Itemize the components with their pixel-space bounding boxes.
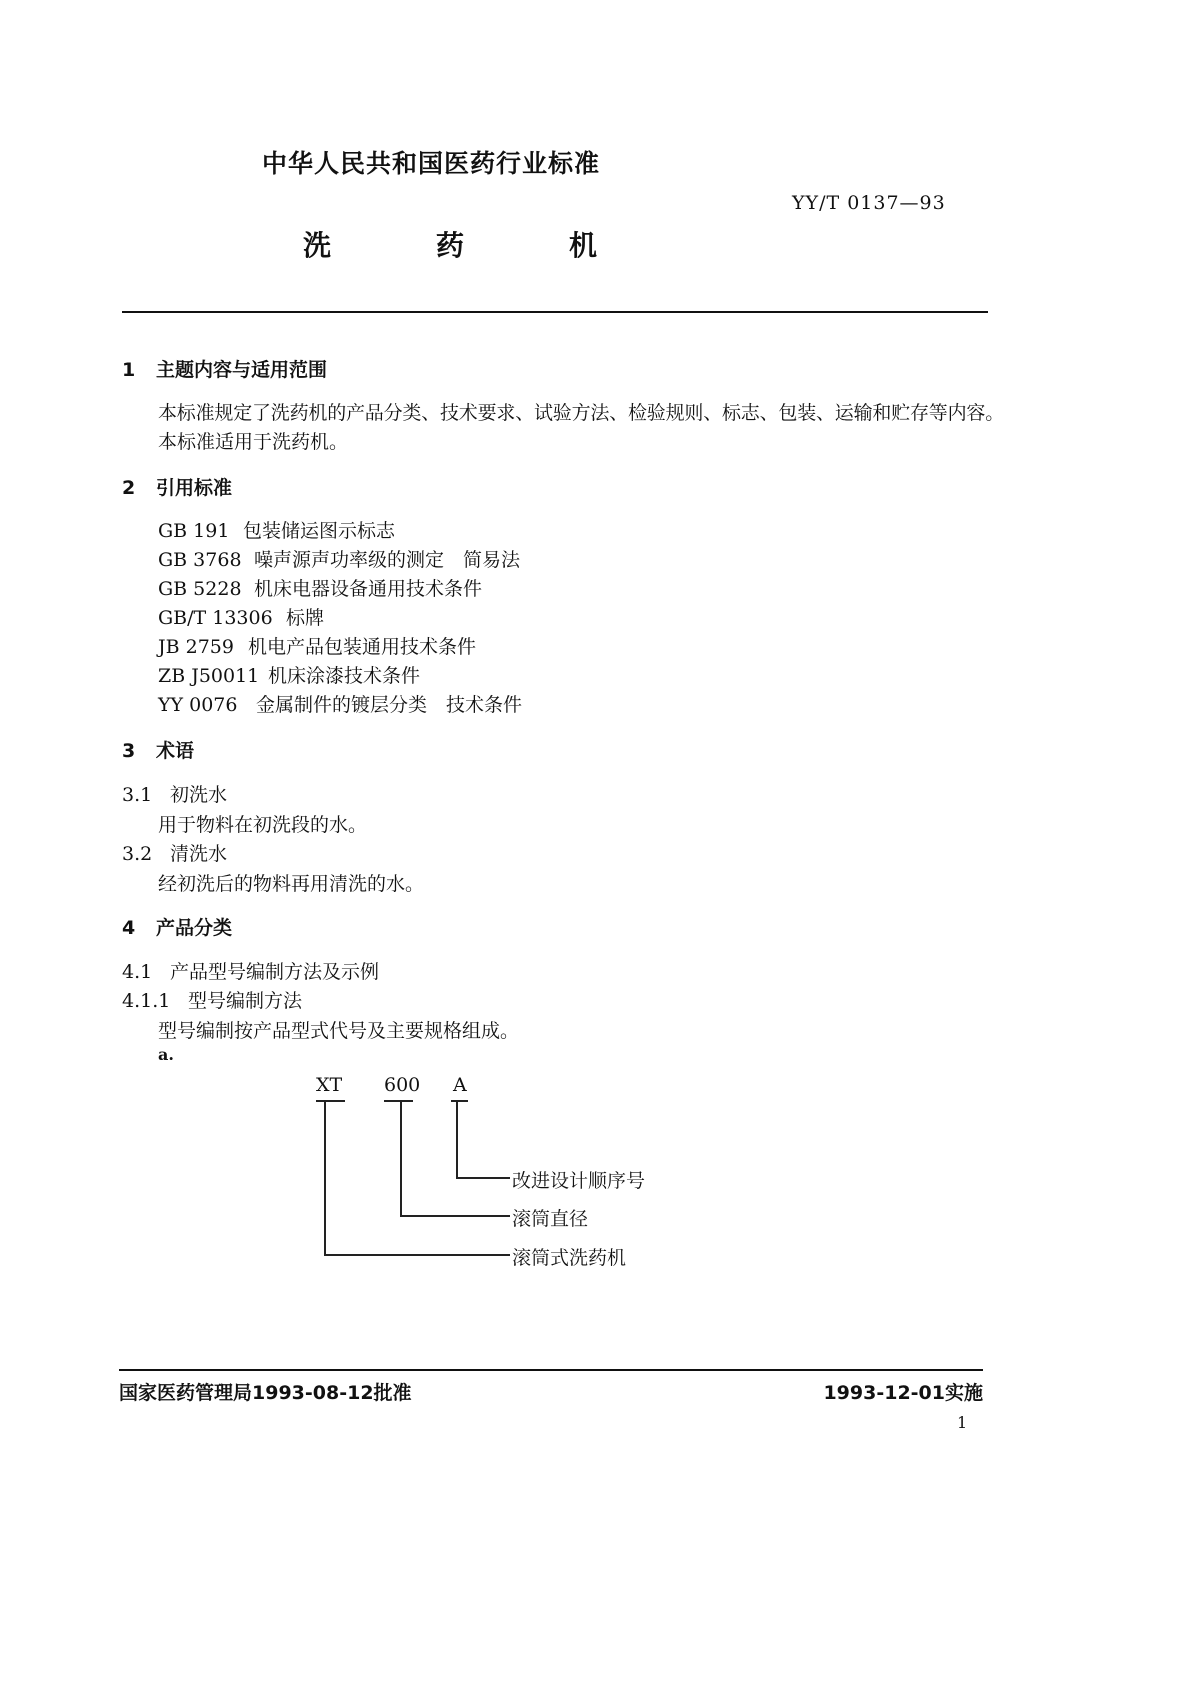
ref-code: GB 3768 — [158, 549, 242, 571]
code-a: A — [453, 1074, 467, 1096]
approval-line: 国家医药管理局1993-08-12批准 — [119, 1382, 412, 1404]
doc-title-char-1: 洗 — [303, 229, 332, 262]
term-3-2-definition: 经初洗后的物料再用清洗的水。 — [158, 873, 425, 895]
section-4-heading — [122, 913, 232, 940]
term-name: 清洗水 — [170, 843, 228, 865]
term-number: 3.1 — [122, 784, 153, 806]
ref-name: 机电产品包装通用技术条件 — [248, 636, 477, 658]
ref-item — [158, 632, 476, 659]
doc-title-char-2: 药 — [436, 229, 465, 262]
item-label-a: a. — [158, 1045, 174, 1064]
subsection-4-1-1-text: 型号编制按产品型式代号及主要规格组成。 — [158, 1020, 520, 1042]
subsection-title: 产品型号编制方法及示例 — [170, 961, 380, 983]
ref-item — [158, 661, 420, 688]
label-design-sequence: 改进设计顺序号 — [512, 1170, 646, 1192]
ref-code: ZB J50011 — [158, 665, 260, 687]
ref-code: JB 2759 — [158, 636, 234, 658]
ref-code: GB 191 — [158, 520, 230, 542]
connector-a-horizontal — [456, 1177, 510, 1179]
ref-item — [158, 516, 395, 543]
ref-item — [158, 545, 520, 572]
ref-code: GB/T 13306 — [158, 607, 273, 629]
header-rule — [122, 311, 988, 313]
ref-item — [158, 574, 482, 601]
ref-name: 机床电器设备通用技术条件 — [254, 578, 483, 600]
label-drum-washer: 滚筒式洗药机 — [512, 1247, 627, 1269]
code-a-underline — [451, 1100, 468, 1102]
ref-item — [158, 690, 522, 717]
code-xt: XT — [316, 1074, 343, 1096]
ref-name: 金属制件的镀层分类 技术条件 — [256, 694, 523, 716]
standard-number: YY/T 0137—93 — [792, 192, 946, 214]
section-1-paragraph-2: 本标准适用于洗药机。 — [158, 431, 349, 453]
connector-600-vertical — [400, 1100, 402, 1216]
ref-code: GB 5228 — [158, 578, 242, 600]
section-4-number: 4 — [122, 917, 136, 939]
ref-code: YY 0076 — [158, 694, 238, 716]
effective-date: 1993-12-01实施 — [823, 1382, 983, 1404]
section-2-number: 2 — [122, 477, 136, 499]
doc-title-char-3: 机 — [569, 229, 598, 262]
term-3-1-definition: 用于物料在初洗段的水。 — [158, 814, 368, 836]
page-number: 1 — [957, 1413, 968, 1432]
subsection-number: 4.1.1 — [122, 990, 171, 1012]
ref-name: 机床涂漆技术条件 — [268, 665, 421, 687]
section-2-title: 引用标准 — [156, 477, 233, 499]
subsection-number: 4.1 — [122, 961, 153, 983]
term-3-2-heading — [122, 839, 227, 866]
section-1-title: 主题内容与适用范围 — [156, 359, 328, 381]
connector-xt-horizontal — [324, 1254, 510, 1256]
term-name: 初洗水 — [170, 784, 228, 806]
subsection-4-1-1-heading — [122, 986, 302, 1013]
term-number: 3.2 — [122, 843, 153, 865]
section-2-heading — [122, 473, 232, 500]
org-title: 中华人民共和国医药行业标准 — [262, 149, 601, 178]
footer-rule — [119, 1369, 983, 1371]
section-4-title: 产品分类 — [156, 917, 233, 939]
section-3-title: 术语 — [156, 740, 195, 762]
term-3-1-heading — [122, 780, 227, 807]
code-600: 600 — [384, 1074, 421, 1096]
code-xt-underline — [316, 1100, 345, 1102]
section-1-number: 1 — [122, 359, 136, 381]
subsection-4-1-heading — [122, 957, 379, 984]
section-3-number: 3 — [122, 740, 136, 762]
connector-xt-vertical — [324, 1100, 326, 1255]
ref-item — [158, 603, 324, 630]
ref-name: 包装储运图示标志 — [243, 520, 396, 542]
subsection-title: 型号编制方法 — [188, 990, 303, 1012]
section-1-paragraph-1: 本标准规定了洗药机的产品分类、技术要求、试验方法、检验规则、标志、包装、运输和贮存等内容。 — [158, 402, 1005, 424]
ref-name: 标牌 — [286, 607, 325, 629]
connector-600-horizontal — [400, 1215, 510, 1217]
section-3-heading — [122, 736, 194, 763]
label-drum-diameter: 滚筒直径 — [512, 1208, 589, 1230]
ref-name: 噪声源声功率级的测定 简易法 — [254, 549, 521, 571]
section-1-heading — [122, 355, 327, 382]
code-600-underline — [384, 1100, 413, 1102]
connector-a-vertical — [456, 1100, 458, 1178]
